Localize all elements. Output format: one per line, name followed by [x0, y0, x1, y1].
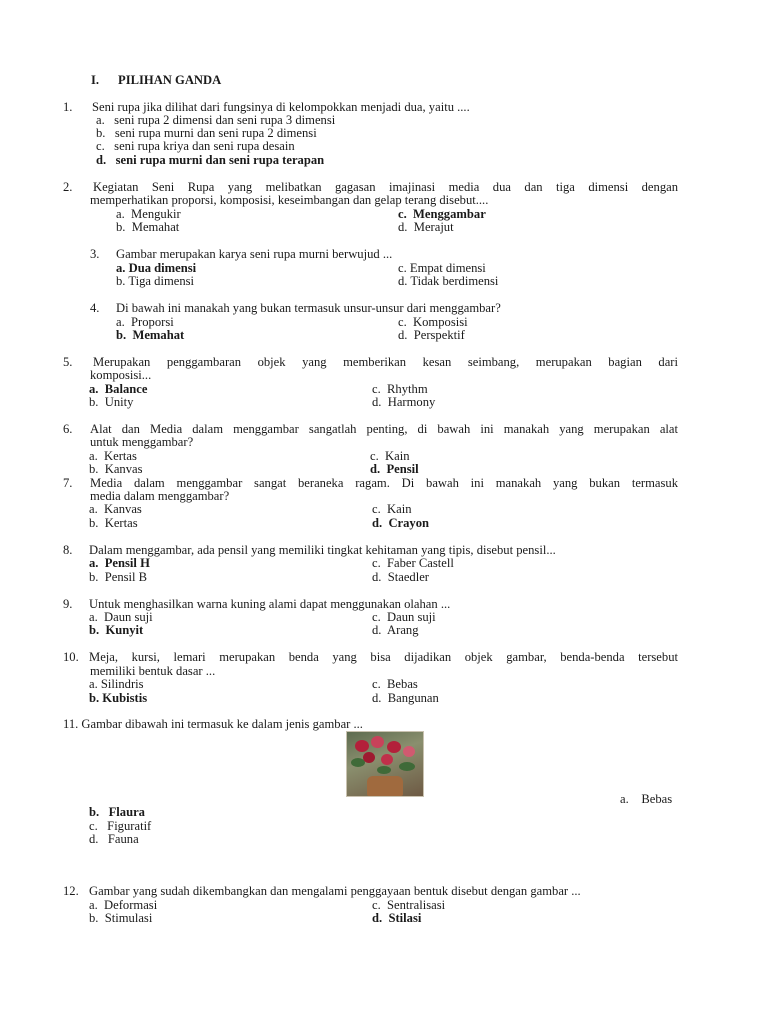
q7-number: 7.	[63, 476, 73, 490]
q1-option-b: b. seni rupa murni dan seni rupa 2 dimensi	[96, 126, 317, 140]
q4-option-d: d. Perspektif	[398, 328, 465, 342]
q2-option-b: b. Memahat	[116, 220, 180, 234]
q4-text: Di bawah ini manakah yang bukan termasuk unsur-unsur dari menggambar?	[116, 301, 501, 315]
q4-option-c: c. Komposisi	[398, 315, 468, 329]
q8-option-d: d. Staedler	[372, 570, 430, 584]
q2-text-line2: memperhatikan proporsi, komposisi, keseimbangan dan gelap terang disebut....	[90, 193, 489, 207]
q9-number: 9.	[63, 597, 73, 611]
q3-option-a: a. Dua dimensi	[116, 261, 197, 275]
section-number: I.	[91, 73, 100, 87]
q8-text: Dalam menggambar, ada pensil yang memiliki tingkat kehitaman yang tipis, disebut pensil...	[89, 543, 556, 557]
q4-option-b: b. Memahat	[116, 328, 185, 342]
q12-option-a: a. Deformasi	[89, 898, 158, 912]
q9-option-a: a. Daun suji	[89, 610, 153, 624]
q1-option-c: c. seni rupa kriya dan seni rupa desain	[96, 139, 295, 153]
q12-text: Gambar yang sudah dikembangkan dan mengalami penggayaan bentuk disebut dengan gambar ...	[89, 884, 581, 898]
q9-text: Untuk menghasilkan warna kuning alami dapat menggunakan olahan ...	[89, 597, 451, 611]
flower-shape	[371, 736, 384, 748]
q11-option-d: d. Fauna	[89, 832, 139, 846]
q8-option-a: a. Pensil H	[89, 556, 150, 570]
vase-shape	[367, 776, 403, 796]
flower-shape	[355, 740, 369, 752]
q4-number: 4.	[90, 301, 100, 315]
q2-text-line1: Kegiatan Seni Rupa yang melibatkan gagasan imajinasi media dua dan tiga dimensi dengan	[93, 180, 678, 194]
q10-text-line2: memiliki bentuk dasar ...	[90, 664, 216, 678]
q5-option-b: b. Unity	[89, 395, 134, 409]
q3-text: Gambar merupakan karya seni rupa murni berwujud ...	[116, 247, 393, 261]
q3-number: 3.	[90, 247, 100, 261]
q5-option-a: a. Balance	[89, 382, 148, 396]
section-title: PILIHAN GANDA	[118, 73, 222, 87]
q7-text-line2: media dalam menggambar?	[90, 489, 230, 503]
q7-option-a: a. Kanvas	[89, 502, 142, 516]
q10-number: 10.	[63, 650, 79, 664]
q7-text-line1: Media dalam menggambar sangat beraneka ragam. Di bawah ini manakah yang bukan termasuk	[90, 476, 678, 490]
q11-option-a: a. Bebas	[620, 792, 673, 806]
q6-number: 6.	[63, 422, 73, 436]
q12-option-b: b. Stimulasi	[89, 911, 153, 925]
q6-text-line1: Alat dan Media dalam menggambar sangatlah penting, di bawah ini manakah yang merupakan alat	[90, 422, 678, 436]
q9-option-c: c. Daun suji	[372, 610, 436, 624]
q1-number: 1.	[63, 100, 73, 114]
q6-option-c: c. Kain	[370, 449, 410, 463]
q4-option-a: a. Proporsi	[116, 315, 174, 329]
q5-text-line2: komposisi...	[90, 368, 152, 382]
q5-option-d: d. Harmony	[372, 395, 436, 409]
q10-text-line1: Meja, kursi, lemari merupakan benda yang bisa dijadikan objek gambar, benda-benda tersebut	[89, 650, 678, 664]
q7-option-d: d. Crayon	[372, 516, 430, 530]
q1-option-a: a. seni rupa 2 dimensi dan seni rupa 3 dimensi	[96, 113, 336, 127]
q3-option-c: c. Empat dimensi	[398, 261, 486, 275]
q2-option-c: c. Menggambar	[398, 207, 486, 221]
q10-option-c: c. Bebas	[372, 677, 418, 691]
q11-option-b: b. Flaura	[89, 805, 145, 819]
q5-text-line1: Merupakan penggambaran objek yang memberikan kesan seimbang, merupakan bagian dari	[93, 355, 678, 369]
q6-option-d: d. Pensil	[370, 462, 419, 476]
q3-option-d: d. Tidak berdimensi	[398, 274, 499, 288]
q3-option-b: b. Tiga dimensi	[116, 274, 195, 288]
q7-option-c: c. Kain	[372, 502, 412, 516]
q2-option-a: a. Mengukir	[116, 207, 181, 221]
q1-text: Seni rupa jika dilihat dari fungsinya di kelompokkan menjadi dua, yaitu ....	[92, 100, 470, 114]
q11-text: 11. Gambar dibawah ini termasuk ke dalam jenis gambar ...	[63, 717, 363, 731]
q1-option-d: d. seni rupa murni dan seni rupa terapan	[96, 153, 325, 167]
flower-shape	[403, 746, 415, 757]
q10-option-d: d. Bangunan	[372, 691, 439, 705]
q6-text-line2: untuk menggambar?	[90, 435, 194, 449]
q11-option-c: c. Figuratif	[89, 819, 152, 833]
q9-option-d: d. Arang	[372, 623, 419, 637]
q2-number: 2.	[63, 180, 73, 194]
flower-shape	[381, 754, 393, 765]
q12-number: 12.	[63, 884, 79, 898]
q6-option-a: a. Kertas	[89, 449, 137, 463]
flower-painting-image	[346, 731, 424, 797]
q5-option-c: c. Rhythm	[372, 382, 428, 396]
q2-option-d: d. Merajut	[398, 220, 454, 234]
q9-option-b: b. Kunyit	[89, 623, 144, 637]
q8-option-b: b. Pensil B	[89, 570, 148, 584]
q8-number: 8.	[63, 543, 73, 557]
flower-shape	[363, 752, 375, 763]
q12-option-c: c. Sentralisasi	[372, 898, 446, 912]
q10-option-a: a. Silindris	[89, 677, 144, 691]
q8-option-c: c. Faber Castell	[372, 556, 454, 570]
q12-option-d: d. Stilasi	[372, 911, 422, 925]
q7-option-b: b. Kertas	[89, 516, 138, 530]
q5-number: 5.	[63, 355, 73, 369]
q10-option-b: b. Kubistis	[89, 691, 148, 705]
q6-option-b: b. Kanvas	[89, 462, 143, 476]
leaf-shape	[399, 762, 415, 771]
leaf-shape	[377, 766, 391, 774]
flower-shape	[387, 741, 401, 753]
